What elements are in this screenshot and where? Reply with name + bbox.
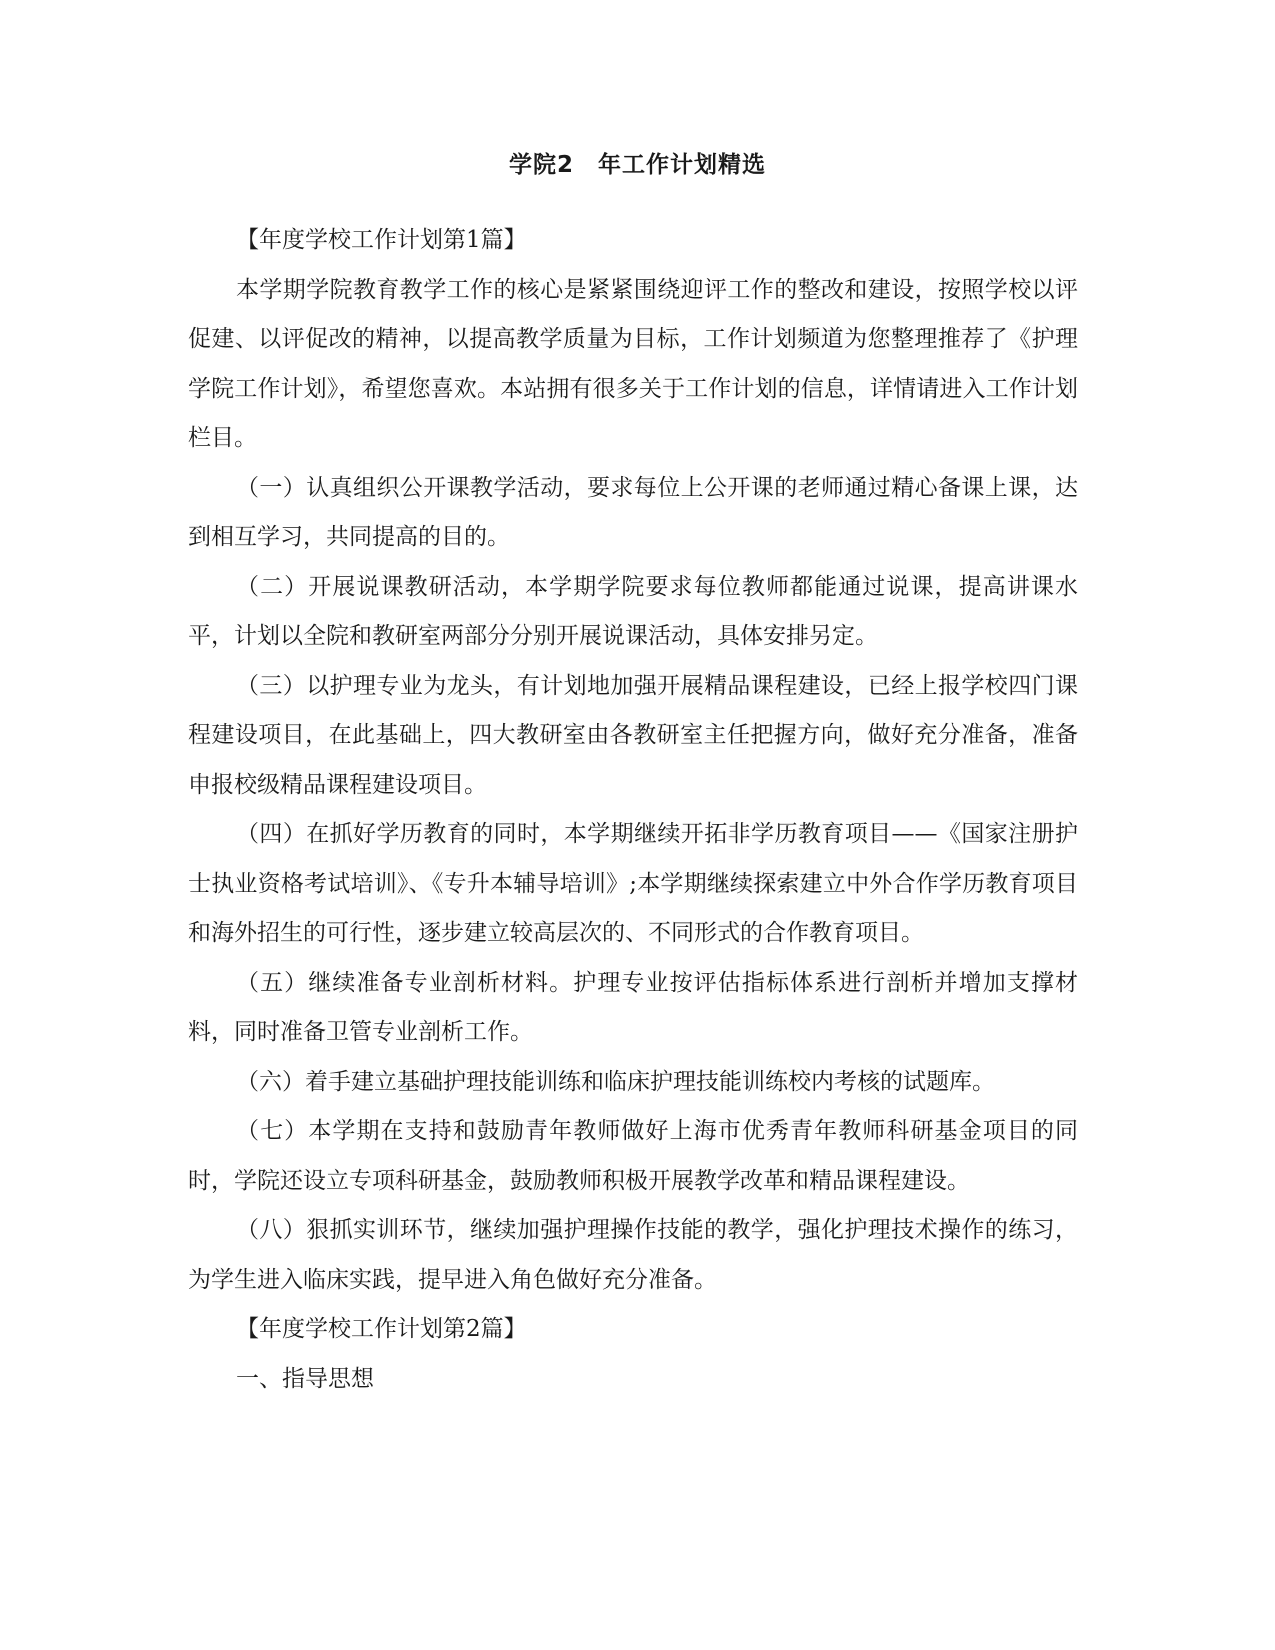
section-heading-1: 【年度学校工作计划第1篇】 <box>236 227 527 253</box>
subsection-heading: 一、指导思想 <box>236 1365 374 1392</box>
paragraph-intro: 本学期学院教育教学工作的核心是紧紧围绕迎评工作的整改和建设，按照学校以评促建、以评促改的精神，以提高教学质量为目标，工作计划频道为您整理推荐了《护理学院工作计划》，希望您喜欢。本站拥有很多关于工作计划的信息，详情请进入工作计划栏目。 <box>188 276 1078 451</box>
paragraph-item-6: （六）着手建立基础护理技能训练和临床护理技能训练校内考核的试题库。 <box>236 1068 995 1095</box>
paragraph-item-8: （八）狠抓实训环节，继续加强护理操作技能的教学，强化护理技术操作的练习，为学生进入临床实践，提早进入角色做好充分准备。 <box>188 1217 1078 1293</box>
paragraph-item-1: （一）认真组织公开课教学活动，要求每位上公开课的老师通过精心备课上课，达到相互学习，共同提高的目的。 <box>188 474 1078 550</box>
title-part-2: 年工作计划精选 <box>598 152 766 178</box>
title-part-1: 学院2 <box>508 152 574 178</box>
paragraph-item-3: （三）以护理专业为龙头，有计划地加强开展精品课程建设，已经上报学校四门课程建设项目，在此基础上，四大教研室由各教研室主任把握方向，做好充分准备，准备申报校级精品课程建设项目。 <box>188 672 1078 798</box>
section-heading-2: 【年度学校工作计划第2篇】 <box>236 1316 527 1342</box>
paragraph-item-5: （五）继续准备专业剖析材料。护理专业按评估指标体系进行剖析并增加支撑材料，同时准备卫管专业剖析工作。 <box>188 969 1078 1045</box>
paragraph-item-7: （七）本学期在支持和鼓励青年教师做好上海市优秀青年教师科研基金项目的同时，学院还设立专项科研基金，鼓励教师积极开展教学改革和精品课程建设。 <box>188 1118 1078 1194</box>
paragraph-item-2: （二）开展说课教研活动，本学期学院要求每位教师都能通过说课，提高讲课水平，计划以全院和教研室两部分分别开展说课活动，具体安排另定。 <box>188 573 1078 649</box>
paragraph-item-4: （四）在抓好学历教育的同时，本学期继续开拓非学历教育项目——《国家注册护士执业资格考试培训》、《专升本辅导培训》;本学期继续探索建立中外合作学历教育项目和海外招生的可行性，逐步建立较高层次的、不同形式的合作教育项目。 <box>188 821 1078 946</box>
document-title <box>0 148 1275 182</box>
document-body <box>188 216 1078 1404</box>
